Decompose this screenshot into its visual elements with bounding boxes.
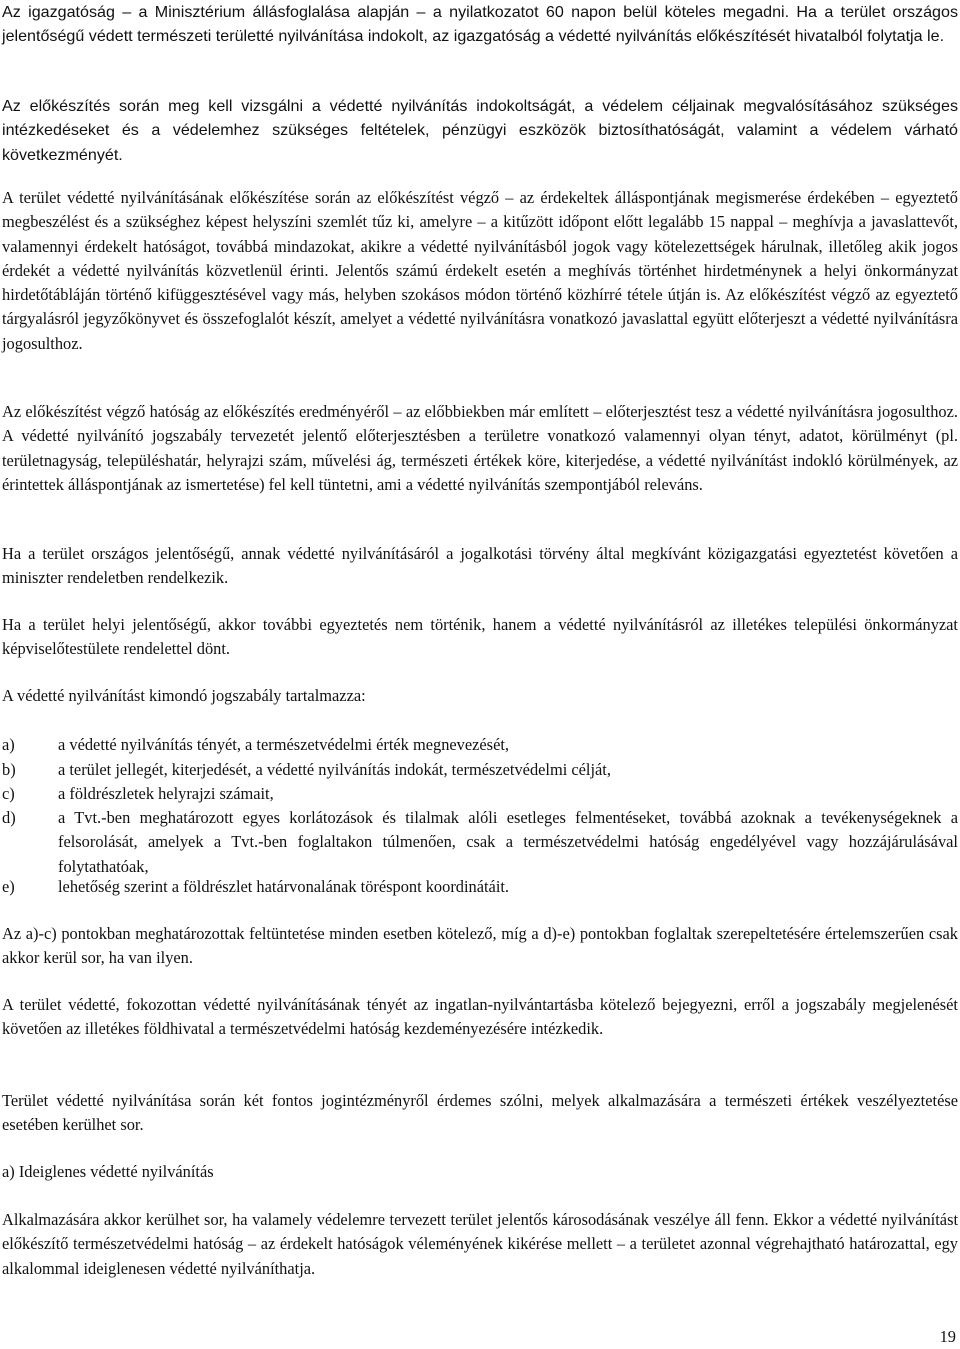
list-marker: e) bbox=[2, 877, 15, 896]
list-item bbox=[2, 758, 958, 782]
list-marker: a) bbox=[2, 735, 15, 754]
list-item bbox=[2, 782, 958, 806]
section-heading-temporary-protection: a) Ideiglenes védetté nyilvánítás bbox=[2, 1162, 214, 1181]
list-item-text: a Tvt.-ben meghatározott egyes korlátozások és tilalmak alóli esetleges felmentéseket, továbbá azoknak a tevékenységeknek a felsorolását, amelyek a Tvt.-ben foglaltakon túlmenően, csak a természetvédelmi hatóság engedélyével vagy hozzájárulásával folytathatóak, bbox=[58, 808, 958, 876]
list-item-text: a védetté nyilvánítás tényét, a természetvédelmi érték megnevezését, bbox=[58, 735, 509, 754]
paragraph-land-registry: A terület védetté, fokozottan védetté nyilvánításának tényét az ingatlan-nyilvántartásba kötelező bejegyezni, erről a jogszabály megjelenését követően az illetékes földhivatal a természetvédelmi hatóság kezdeményezésére intézkedik. bbox=[2, 995, 958, 1039]
list-item bbox=[2, 733, 958, 757]
paragraph-submission: Az előkészítést végző hatóság az előkészítés eredményéről – az előbbiekben már említett – előterjesztést tesz a védetté nyilvánításra jogosulthoz. A védetté nyilvánító jogszabály tervezetét jelentő előterjesztésben a területre vonatkozó valamennyi olyan tényt, adatot, körülményt (pl. területnagyság, településhatár, helyrajzi szám, művelési ág, természeti értékek köre, kiterjedése, a védetté nyilvánítást indokló körülmények, az érintettek álláspontjának az ismertetése) fel kell tüntetni, ami a védetté nyilvánítás szempontjából releváns. bbox=[2, 402, 958, 494]
document-page bbox=[2, 0, 958, 1345]
paragraph-local-significance: Ha a terület helyi jelentőségű, akkor további egyeztetés nem történik, hanem a védetté nyilvánításról az illetékes települési önkormányzat képviselőtestülete rendelettel dönt. bbox=[2, 615, 958, 659]
paragraph-notice-deadline: Az igazgatóság – a Minisztérium állásfoglalása alapján – a nyilatkozatot 60 napon belül köteles megadni. Ha a terület országos jelentőségű védett természeti területté nyilvánítása indokolt, az igazgatóság a védetté nyilvánítás előkészítését hivatalból folytatja le. bbox=[2, 3, 958, 46]
paragraph-legal-instruments: Terület védetté nyilvánítása során két fontos jogintézményről érdemes szólni, melyek alkalmazására a természeti értékek veszélyeztetése esetében kerülhet sor. bbox=[2, 1091, 958, 1135]
paragraph-list-intro: A védetté nyilvánítást kimondó jogszabály tartalmazza: bbox=[2, 686, 366, 705]
list-item-text: lehetőség szerint a földrészlet határvonalának töréspont koordinátáit. bbox=[58, 877, 510, 896]
page-number: 19 bbox=[939, 1327, 956, 1346]
list-item bbox=[2, 806, 958, 879]
list-marker: c) bbox=[2, 784, 15, 803]
paragraph-points-explanation: Az a)-c) pontokban meghatározottak feltüntetése minden esetben kötelező, míg a d)-e) pontokban foglaltak szerepeltetésére értelemszerűen csak akkor kerül sor, ha van ilyen. bbox=[2, 924, 958, 968]
paragraph-national-significance: Ha a terület országos jelentőségű, annak védetté nyilvánításáról a jogalkotási törvény által megkívánt közigazgatási egyeztetést követően a miniszter rendeletben rendelkezik. bbox=[2, 544, 958, 588]
paragraph-preparation-review: Az előkészítés során meg kell vizsgálni a védetté nyilvánítás indokoltságát, a védelem céljainak megvalósításához szükséges intézkedéseket és a védelemhez szükséges feltételek, pénzügyi eszközök biztosíthatóságát, valamint a védelem várható következményét. bbox=[2, 97, 958, 164]
list-marker: d) bbox=[2, 808, 16, 827]
paragraph-consultation: A terület védetté nyilvánításának előkészítése során az előkészítést végző – az érdekeltek álláspontjának megismerése érdekében – egyeztető megbeszélést és a szükséghez képest helyszíni szemlét tűz ki, amelyre – a kitűzött időpont előtt legalább 15 nappal – meghívja a javaslattevőt, valamennyi érdekelt hatóságot, továbbá mindazokat, akikre a védetté nyilvánításból jogok vagy kötelezettségek hárulnak, illetőleg akik jogos érdekét a védetté nyilvánítás közvetlenül érinti. Jelentős számú érdekelt esetén a meghívás történhet hirdetménynek a helyi önkormányzat hirdetőtábláján történő kifüggesztésével vagy más, helyben szokásos módon történő közhírré tétele útján is. Az előkészítést végző az egyeztető tárgyalásról jegyzőkönyvet és összefoglalót készít, amelyet a védetté nyilvánításra vonatkozó javaslattal együtt előterjeszt a védetté nyilvánításra jogosulthoz. bbox=[2, 188, 958, 353]
list-item-text: a terület jellegét, kiterjedését, a védetté nyilvánítás indokát, természetvédelmi célját, bbox=[58, 760, 611, 779]
list-marker: b) bbox=[2, 760, 16, 779]
list-item bbox=[2, 875, 958, 899]
list-item-text: a földrészletek helyrajzi számait, bbox=[58, 784, 274, 803]
paragraph-temporary-protection: Alkalmazására akkor kerülhet sor, ha valamely védelemre tervezett terület jelentős károsodásának veszélye áll fenn. Ekkor a védetté nyilvánítást előkészítő természetvédelmi hatóság – az érdekelt hatóságok véleményének kikérése mellett – a területet azonnal végrehajtható határozattal, egy alkalommal ideiglenesen védetté nyilváníthatja. bbox=[2, 1210, 958, 1278]
